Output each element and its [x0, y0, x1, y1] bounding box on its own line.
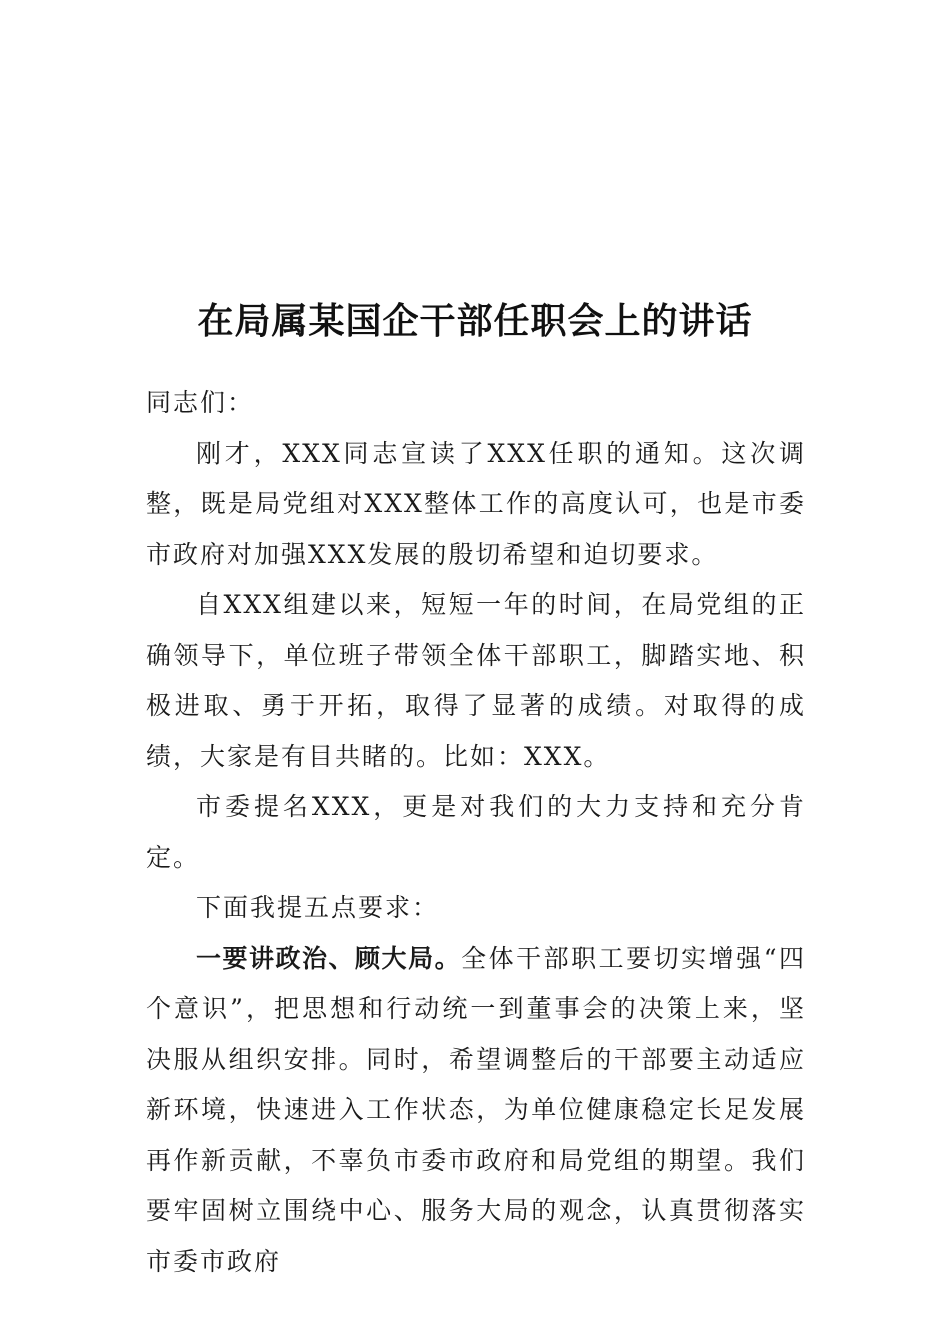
requirement-one-text: 全体干部职工要切实增强“四个意识”，把思想和行动统一到董事会的决策上来，坚决服从组织安排。同时，希望调整后的干部要主动适应新环境，快速进入工作状态，为单位健康稳定长足发展再作新贡献，不辜负市委市政府和局党组的期望。我们要牢固树立围绕中心、服务大局的观念，认真贯彻落实市委市政府	[146, 943, 806, 1276]
document-body	[146, 378, 806, 1287]
paragraph-appointment-notice: 刚才，XXX同志宣读了XXX任职的通知。这次调整，既是局党组对XXX整体工作的高度认可，也是市委市政府对加强XXX发展的殷切希望和迫切要求。	[146, 438, 806, 569]
document-title: 在局属某国企干部任职会上的讲话	[197, 300, 753, 343]
paragraph-nomination: 市委提名XXX，更是对我们的大力支持和充分肯定。	[146, 792, 806, 872]
greeting: 同志们：	[146, 388, 255, 417]
paragraph-requirements-intro: 下面我提五点要求：	[196, 893, 440, 922]
paragraph-achievements: 自XXX组建以来，短短一年的时间，在局党组的正确领导下，单位班子带领全体干部职工，脚踏实地、积极进取、勇于开拓，取得了显著的成绩。对取得的成绩，大家是有目共睹的。比如：XXX。	[146, 590, 806, 771]
paragraph-requirement-one	[146, 934, 806, 1288]
requirement-one-heading: 一要讲政治、顾大局。	[196, 943, 462, 973]
